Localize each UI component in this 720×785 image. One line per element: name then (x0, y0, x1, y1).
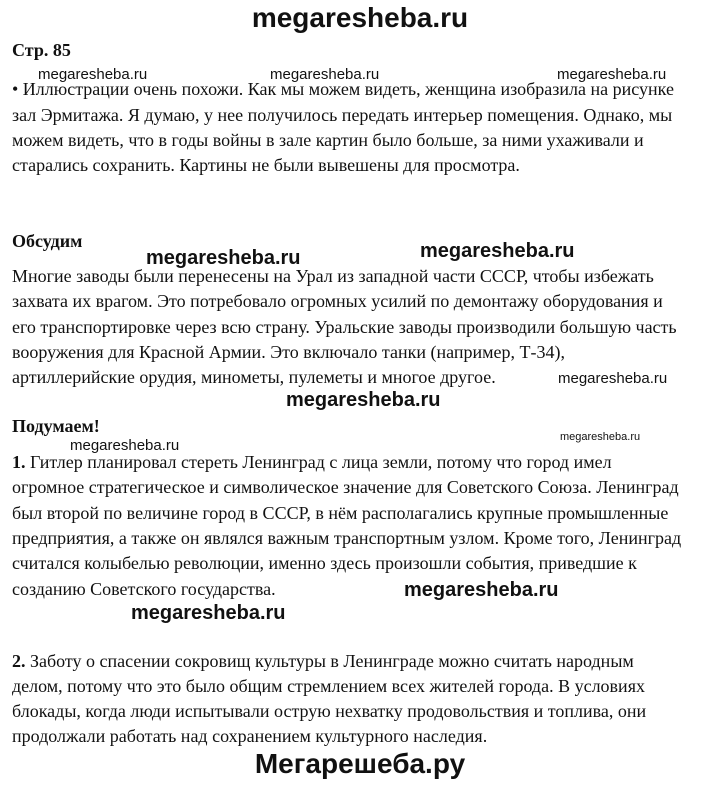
paragraph-line: продолжали работать над сохранением культурного наследия. (12, 726, 488, 746)
paragraph-line: делом, потому что это было общим стремлением всех жителей города. В условиях (12, 676, 645, 696)
paragraph-line: блокады, когда люди испытывали острую нехватку продовольствия и топлива, они (12, 701, 647, 721)
site-title[interactable]: megaresheba.ru (251, 2, 469, 33)
paragraph-line: артиллерийские орудия, минометы, пулеметы и многое другое. (12, 367, 496, 387)
watermark: megaresheba.ru (70, 437, 180, 454)
paragraph-line: предприятия, а также он являлся важным транспортным узлом. Кроме того, Ленинград (12, 528, 682, 548)
watermark: megaresheba.ru (420, 240, 575, 262)
paragraph-line: вооружения для Красной Армии. Это включало танки (например, Т-34), (12, 342, 565, 362)
watermark: megaresheba.ru (286, 389, 441, 411)
watermark: megaresheba.ru (131, 602, 286, 624)
watermark: megaresheba.ru (146, 247, 301, 269)
paragraph-line: старались сохранить. Картины не были вывешены для просмотра. (12, 155, 520, 175)
section-heading: Обсудим (12, 231, 83, 251)
list-item-first-line (12, 452, 612, 473)
paragraph-line: созданию Советского государства. (12, 579, 276, 599)
watermark: megaresheba.ru (558, 370, 668, 387)
section-heading: Подумаем! (12, 416, 100, 436)
watermark: megaresheba.ru (560, 431, 641, 443)
list-item-first-line (12, 651, 634, 672)
paragraph-line: • Иллюстрации очень похожи. Как мы можем видеть, женщина изобразила на рисунке (12, 79, 674, 99)
page-label: Стр. 85 (12, 40, 71, 60)
paragraph-line: Гитлер планировал стереть Ленинград с лица земли, потому что город имел (25, 452, 612, 472)
paragraph-line: был второй по величине город в СССР, в нём располагались крупные промышленные (12, 503, 669, 523)
paragraph-line: Многие заводы были перенесены на Урал из западной части СССР, чтобы избежать (12, 266, 654, 286)
paragraph-line: считался колыбелью революции, именно здесь произошли события, приведшие к (12, 553, 637, 573)
paragraph-line: Заботу о спасении сокровищ культуры в Ленинграде можно считать народным (25, 651, 634, 671)
watermark: megaresheba.ru (557, 66, 667, 83)
watermark: megaresheba.ru (270, 66, 380, 83)
paragraph-line: зал Эрмитажа. Я думаю, у нее получилось передать интерьер помещения. Однако, мы (12, 105, 673, 125)
paragraph-line: его транспортировке через всю страну. Уральские заводы производили большую часть (12, 317, 677, 337)
paragraph-line: можем видеть, что в годы войны в зале картин было больше, за ними ухаживали и (12, 130, 644, 150)
list-item-number: 2. (12, 651, 26, 671)
paragraph-line: захвата их врагом. Это потребовало огромных усилий по демонтажу оборудования и (12, 291, 663, 311)
watermark: megaresheba.ru (404, 579, 559, 601)
footer-site-title[interactable]: Мегарешеба.ру (254, 748, 466, 779)
list-item-number: 1. (12, 452, 26, 472)
watermark: megaresheba.ru (38, 66, 148, 83)
paragraph-line: огромное стратегическое и символическое значение для Советского Союза. Ленинград (12, 477, 679, 497)
